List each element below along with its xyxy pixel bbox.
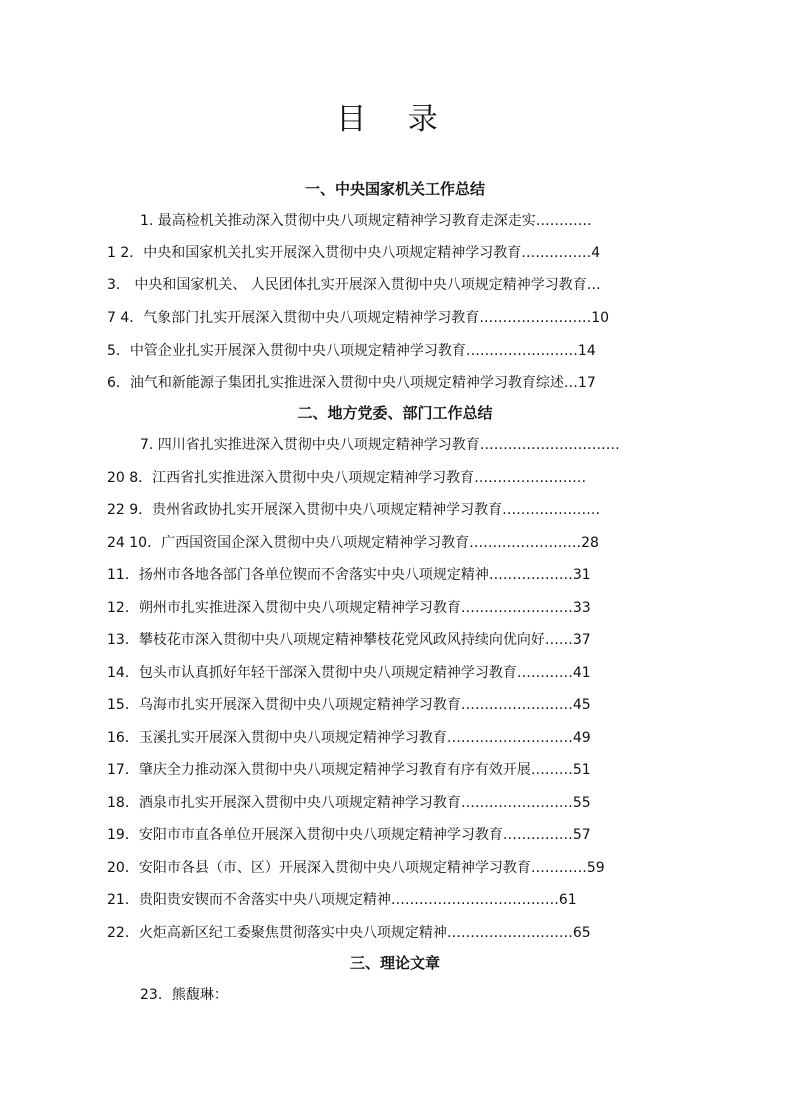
- toc-entry: 7. 四川省扎实推进深入贯彻中央八项规定精神学习教育…………………………: [140, 437, 620, 453]
- toc-entry: 3． 中央和国家机关、 人民团体扎实开展深入贯彻中央八项规定精神学习教育…: [107, 277, 601, 293]
- toc-entry: 20．安阳市各县（市、区）开展深入贯彻中央八项规定精神学习教育…………59: [107, 860, 605, 876]
- toc-entry: 1 2．中央和国家机关扎实开展深入贯彻中央八项规定精神学习教育……………4: [107, 245, 601, 261]
- toc-entry: 16．玉溪扎实开展深入贯彻中央八项规定精神学习教育………………………49: [107, 730, 591, 746]
- toc-entry: 11．扬州市各地各部门各单位锲而不舍落实中央八项规定精神………………31: [107, 567, 591, 583]
- toc-entry: 12．朔州市扎实推进深入贯彻中央八项规定精神学习教育……………………33: [107, 600, 591, 616]
- section-heading: 一、中央国家机关工作总结: [304, 180, 485, 198]
- toc-entry: 21．贵阳贵安锲而不舍落实中央八项规定精神………………………………61: [107, 892, 577, 908]
- toc-entry: 23．熊馥琳：: [140, 987, 228, 1003]
- toc-entry: 19．安阳市市直各单位开展深入贯彻中央八项规定精神学习教育……………57: [107, 827, 591, 843]
- toc-entry: 24 10．广西国资国企深入贯彻中央八项规定精神学习教育……………………28: [107, 535, 599, 551]
- toc-entry: 7 4．气象部门扎实开展深入贯彻中央八项规定精神学习教育……………………10: [107, 310, 610, 326]
- toc-entry: 14．包头市认真抓好年轻干部深入贯彻中央八项规定精神学习教育…………41: [107, 665, 591, 681]
- toc-entry: 6．油气和新能源子集团扎实推进深入贯彻中央八项规定精神学习教育综述…17: [107, 375, 596, 391]
- toc-entry: 15．乌海市扎实开展深入贯彻中央八项规定精神学习教育……………………45: [107, 697, 591, 713]
- toc-entry: 17．肇庆全力推动深入贯彻中央八项规定精神学习教育有序有效开展………51: [107, 762, 591, 778]
- toc-entry: 22．火炬高新区纪工委聚焦贯彻落实中央八项规定精神………………………65: [107, 925, 591, 941]
- toc-entry: 13．攀枝花市深入贯彻中央八项规定精神攀枝花党风政风持续向优向好……37: [107, 632, 591, 648]
- section-heading: 三、理论文章: [349, 954, 440, 972]
- toc-entry: 1. 最高检机关推动深入贯彻中央八项规定精神学习教育走深走实…………: [140, 213, 592, 229]
- section-heading: 二、地方党委、部门工作总结: [297, 404, 493, 422]
- toc-entry: 20 8．江西省扎实推进深入贯彻中央八项规定精神学习教育……………………: [107, 470, 587, 486]
- toc-entry: 5．中管企业扎实开展深入贯彻中央八项规定精神学习教育……………………14: [107, 343, 596, 359]
- toc-entry: 18．酒泉市扎实开展深入贯彻中央八项规定精神学习教育……………………55: [107, 795, 591, 811]
- toc-entry: 22 9．贵州省政协扎实开展深入贯彻中央八项规定精神学习教育…………………: [107, 502, 601, 518]
- page-title: 目 录: [336, 102, 454, 137]
